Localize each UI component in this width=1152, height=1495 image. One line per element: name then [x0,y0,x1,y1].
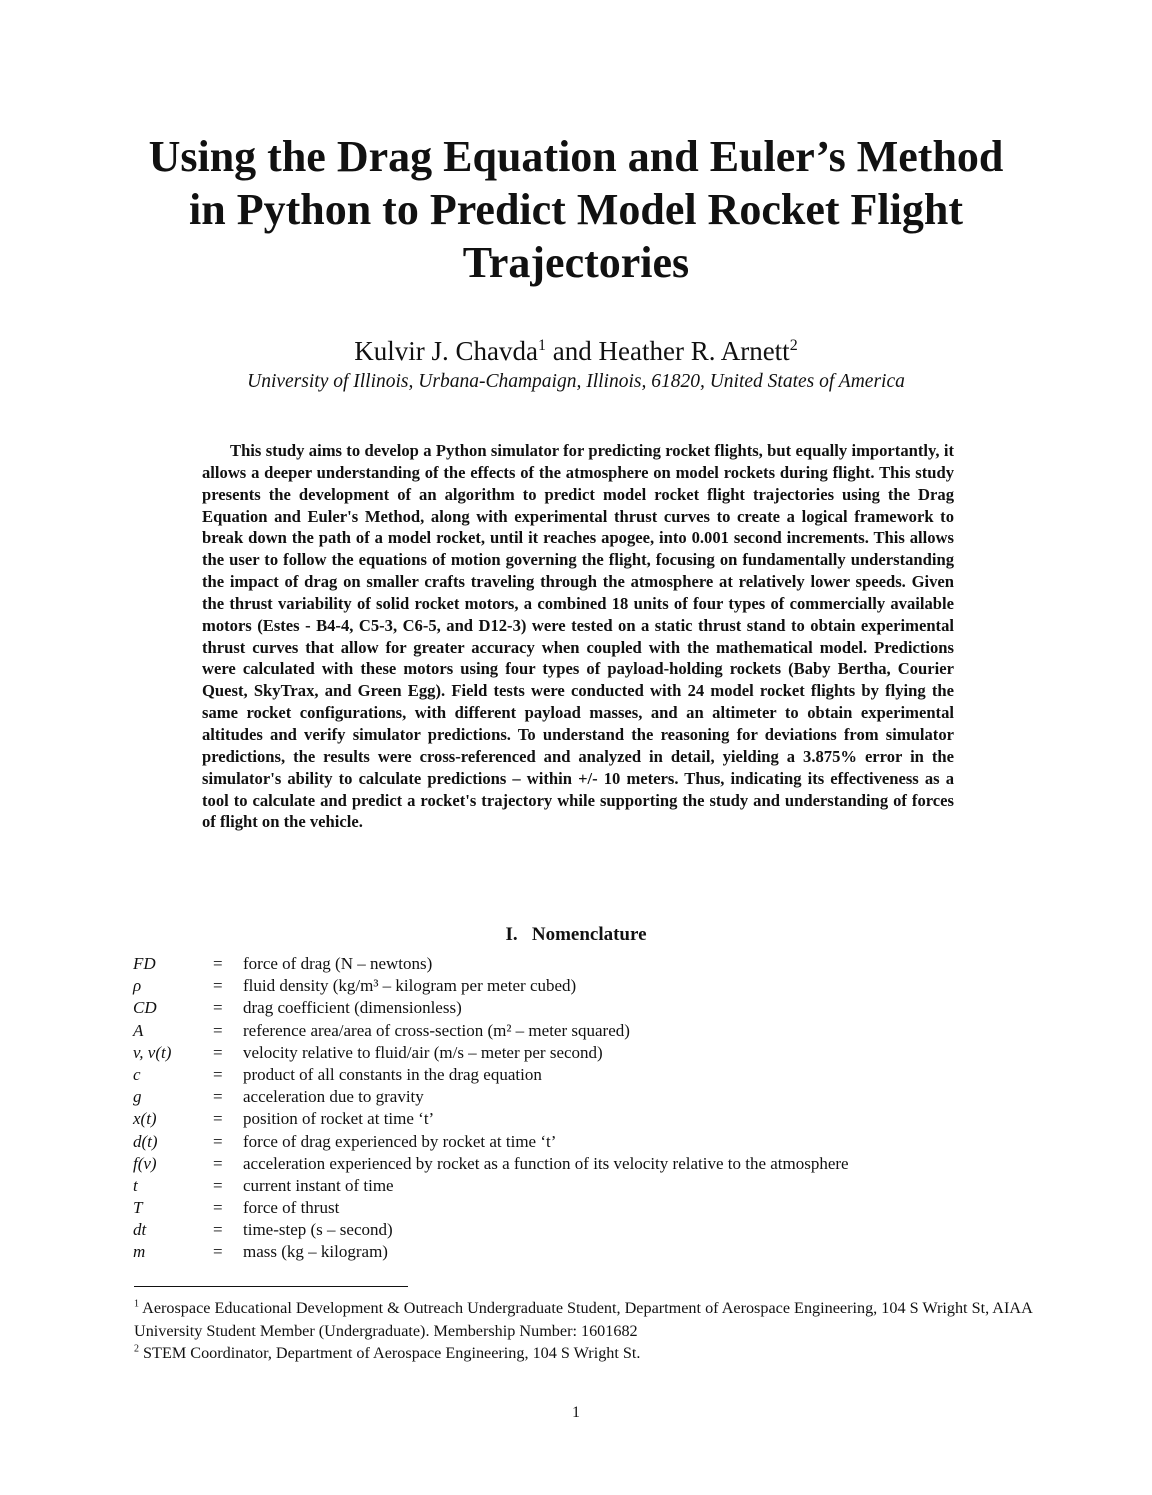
abstract: This study aims to develop a Python simulator for predicting rocket flights, but equally importantly, it allows a deeper understanding of the effects of the atmosphere on model rockets during flight. This study presents the development of an algorithm to predict model rocket flight trajectories using the Drag Equation and Euler's Method, along with experimental thrust curves to create a logical framework to break down the path of a model rocket, until it reaches apogee, into 0.001 second increments. This allows the user to follow the equations of motion governing the flight, focusing on fundamentally understanding the impact of drag on smaller crafts traveling through the atmosphere at relatively lower speeds. Given the thrust variability of solid rocket motors, a combined 18 units of four types of commercially available motors (Estes - B4-4, C5-3, C6-5, and D12-3) were tested on a static thrust stand to obtain experimental thrust curves that allow for greater accuracy when coupled with the mathematical model. Predictions were calculated with these motors using four types of payload-holding rockets (Baby Bertha, Courier Quest, SkyTrax, and Green Egg). Field tests were conducted with 24 model rocket flights by flying the same rocket configurations, with different payload masses, and an altimeter to obtain experimental altitudes and verify simulator predictions. To understand the reasoning for deviations from simulator predictions, the results were cross-referenced and analyzed in detail, yielding a 3.875% error in the simulator's ability to calculate predictions – within +/- 10 meters. Thus, indicating its effectiveness as a tool to calculate and predict a rocket's trajectory while supporting the study and understanding of forces of flight on the vehicle. [202,441,954,832]
nomenclature-symbol: CD [133,998,157,1018]
nomenclature-row [133,1219,1033,1241]
nomenclature-list [133,953,1033,1264]
nomenclature-equals: = [213,1220,223,1240]
nomenclature-symbol: dt [133,1220,147,1240]
footnote-text: Aerospace Educational Development & Outreach Undergraduate Student, Department of Aerospace Engineering, 104 S Wright St, AIAA University Student Member (Undergraduate). Membership Number: 1601682 [134,1299,1032,1340]
nomenclature-symbol: v, v(t) [133,1042,172,1062]
nomenclature-row [133,1197,1033,1219]
nomenclature-row [133,975,1033,997]
nomenclature-equals: = [213,976,223,996]
nomenclature-symbol: T [133,1198,143,1218]
nomenclature-definition: position of rocket at time ‘t’ [243,1109,435,1129]
nomenclature-symbol: f(v) [133,1153,157,1173]
nomenclature-definition: acceleration due to gravity [243,1087,424,1107]
nomenclature-equals: = [213,998,223,1018]
author-list [100,334,1052,368]
nomenclature-row [133,1064,1033,1086]
title-line-3: Trajectories [462,238,690,287]
nomenclature-definition: drag coefficient (dimensionless) [243,998,462,1018]
nomenclature-row [133,1086,1033,1108]
footnote-1 [134,1297,1034,1342]
footnote-divider [134,1286,408,1287]
nomenclature-row [133,1131,1033,1153]
nomenclature-definition: product of all constants in the drag equation [243,1064,542,1084]
author-2-name: Heather R. Arnett [598,336,790,366]
nomenclature-symbol: x(t) [133,1109,157,1129]
nomenclature-definition: force of thrust [243,1198,340,1218]
nomenclature-definition: mass (kg – kilogram) [243,1242,388,1262]
nomenclature-equals: = [213,1042,223,1062]
author-1-name: Kulvir J. Chavda [354,336,539,366]
nomenclature-symbol: ρ [133,976,142,996]
nomenclature-symbol: g [133,1087,142,1107]
nomenclature-equals: = [213,1020,223,1040]
nomenclature-symbol: t [133,1175,138,1195]
nomenclature-row [133,1108,1033,1130]
nomenclature-row [133,1042,1033,1064]
page-number: 1 [572,1404,580,1421]
nomenclature-equals: = [213,954,223,973]
author-connector: and [546,336,599,366]
footnotes [134,1297,1034,1365]
nomenclature-equals: = [213,1242,223,1262]
author-2-footnote-mark: 2 [789,337,798,354]
nomenclature-row [133,997,1033,1019]
nomenclature-definition: force of drag experienced by rocket at time ‘t’ [243,1131,557,1151]
nomenclature-definition: reference area/area of cross-section (m² – meter squared) [243,1020,630,1040]
nomenclature-equals: = [213,1153,223,1173]
title-line-2: in Python to Predict Model Rocket Flight [189,185,963,234]
footnote-2 [134,1342,1034,1365]
nomenclature-equals: = [213,1087,223,1107]
nomenclature-definition: fluid density (kg/m³ – kilogram per meter cubed) [243,976,577,996]
footnote-mark: 1 [134,1298,139,1310]
nomenclature-definition: force of drag (N – newtons) [243,954,433,973]
nomenclature-equals: = [213,1131,223,1151]
nomenclature-symbol: d(t) [133,1131,158,1151]
nomenclature-row [133,1020,1033,1042]
nomenclature-row [133,1241,1033,1263]
nomenclature-definition: time-step (s – second) [243,1220,393,1240]
footnote-text: STEM Coordinator, Department of Aerospace Engineering, 104 S Wright St. [139,1344,641,1362]
nomenclature-symbol: m [133,1242,146,1262]
nomenclature-equals: = [213,1064,223,1084]
nomenclature-symbol: c [133,1064,141,1084]
nomenclature-symbol: FD [133,954,156,973]
nomenclature-equals: = [213,1175,223,1195]
nomenclature-equals: = [213,1109,223,1129]
nomenclature-definition: acceleration experienced by rocket as a function of its velocity relative to the atmosphere [243,1153,849,1173]
nomenclature-equals: = [213,1198,223,1218]
paper-title [100,130,1052,289]
section-heading-nomenclature: I. Nomenclature [505,924,647,945]
footnote-mark: 2 [134,1343,139,1355]
nomenclature-definition: velocity relative to fluid/air (m/s – meter per second) [243,1042,603,1062]
nomenclature-row [133,1175,1033,1197]
nomenclature-row [133,953,1033,975]
nomenclature-row [133,1153,1033,1175]
title-line-1: Using the Drag Equation and Euler’s Method [148,132,1004,181]
author-1-footnote-mark: 1 [538,337,547,354]
nomenclature-definition: current instant of time [243,1175,394,1195]
affiliation: University of Illinois, Urbana-Champaign, Illinois, 61820, United States of America [247,371,905,392]
nomenclature-symbol: A [133,1020,144,1040]
